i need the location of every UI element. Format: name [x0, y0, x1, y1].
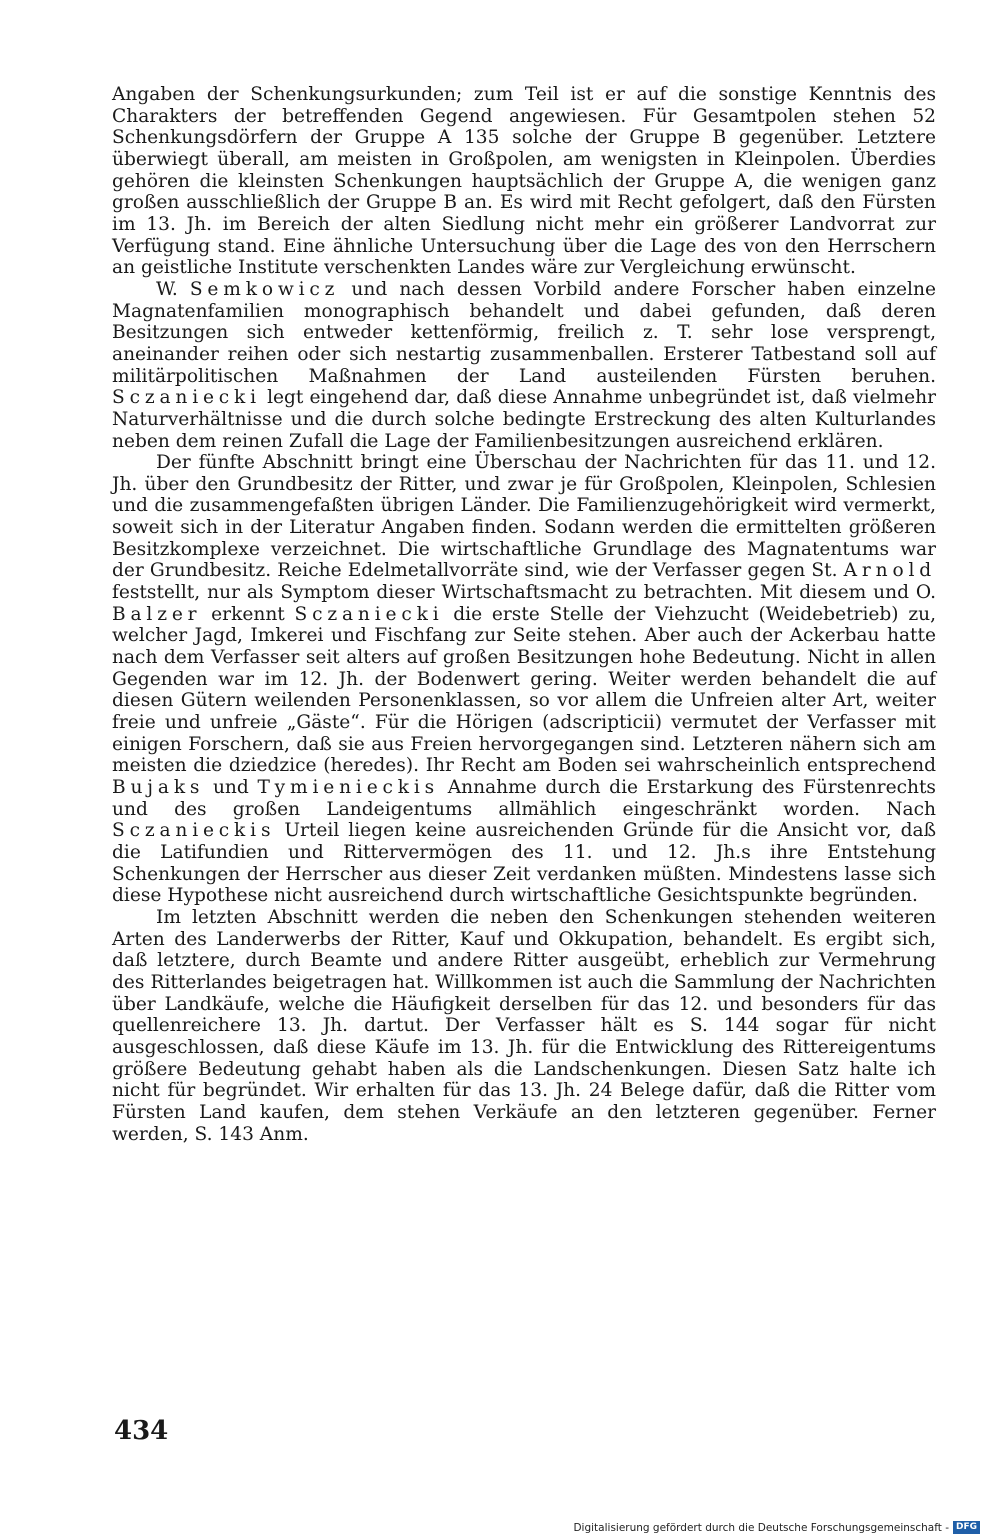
paragraph: [112, 907, 936, 1145]
text-run: und: [204, 777, 258, 798]
text-run: legt eingehend dar, daß diese Annahme unbegründet ist, daß vielmehr Naturverhältnisse und die durch solche bedingte Erstreckung des alten Kulturlandes neben dem reinen Zufall die Lage der Familienbesitzungen ausreichend erklären.: [112, 387, 936, 452]
dfg-logo-icon: DFG: [953, 1521, 980, 1534]
author-name: Sczaniecki: [112, 387, 261, 409]
page-body: [112, 84, 936, 1145]
text-run: Der fünfte Abschnitt bringt eine Überschau der Nachrichten für das 11. und 12. Jh. über den Grundbesitz der Ritter, und zwar je für Großpolen, Kleinpolen, Schlesien und die zusammengefaßten übrigen Länder. Die Familienzugehörigkeit wird vermerkt, soweit sich in der Literatur Angaben finden. Sodann werden die ermittelten größeren Besitzkomplexe verzeichnet. Die wirtschaftliche Grundlage des Magnatentums war der Grundbesitz. Reiche Edelmetallvorräte sind, wie der Verfasser gegen St.: [112, 452, 936, 582]
author-name: Bujaks: [112, 777, 205, 798]
credit-text: Digitalisierung gefördert durch die Deutsche Forschungsgemeinschaft -: [573, 1521, 949, 1534]
author-name: Balzer: [112, 603, 202, 625]
text-run: W.: [156, 278, 190, 300]
author-name: Sczaniecki: [294, 603, 444, 625]
text-run: erkennt: [201, 603, 295, 625]
paragraph: [112, 84, 936, 279]
author-name: Semkowicz: [189, 278, 340, 300]
text-run: Angaben der Schenkungsurkunden; zum Teil ist er auf die sonstige Kenntnis des Charakters der betreffenden Gegend angewiesen. Für Gesamtpolen stehen 52 Schenkungsdörfern der Gruppe A 135 solche der Gruppe B gegenüber. Letztere überwiegt überall, am meisten in Großpolen, am wenigsten in Kleinpolen. Überdies gehören die kleinsten Schenkungen hauptsächlich der Gruppe A, die wenigen ganz großen ausschließlich der Gruppe B an. Es wird mit Recht gefolgert, daß den Fürsten im 13. Jh. im Bereich der alten Siedlung nicht mehr ein größerer Landvorrat zur Verfügung stand. Eine ähnliche Untersuchung über die Lage des von den Herrschern an geistliche Institute verschenkten Landes wäre zur Vergleichung erwünscht.: [112, 84, 936, 279]
text-run: Annahme durch die Erstarkung des Fürstenrechts und des großen Landeigentums allmählich eingeschränkt worden. Nach: [112, 777, 936, 820]
page-number: 434: [114, 1416, 169, 1446]
text-run: die erste Stelle der Viehzucht (Weidebetrieb) zu, welcher Jagd, Imkerei und Fischfang zur Seite stehen. Aber auch der Ackerbau hatte nach dem Verfasser seit alters auf großen Besitzungen hohe Bedeutung. Nicht in allen Gegenden war im 12. Jh. der Bodenwert gering. Weiter werden behandelt die auf diesen Gütern weilenden Personenklassen, so vor allem die Unfreien alter Art, weiter freie und unfreie „Gäste“. Für die Hörigen (adscripticii) vermutet der Verfasser mit einigen Forschern, daß sie aus Freien hervorgegangen sind. Letzteren nähern sich am meisten die dziedzice (heredes). Ihr Recht am Boden sei wahrscheinlich entsprechend: [112, 603, 937, 777]
text-run: Urteil liegen keine ausreichenden Gründe für die Ansicht vor, daß die Latifundien und Rittervermögen des 11. und 12. Jh.s ihre Entstehung Schenkungen der Herrscher aus dieser Zeit verdanken müßten. Mindestens lasse sich diese Hypothese nicht ausreichend durch wirtschaftliche Gesichtspunkte begründen.: [112, 820, 936, 907]
text-run: Im letzten Abschnitt werden die neben den Schenkungen stehenden weiteren Arten des Landerwerbs der Ritter, Kauf und Okkupation, behandelt. Es ergibt sich, daß letztere, durch Beamte und andere Ritter ausgeübt, erheblich zur Vermehrung des Ritterlandes beigetragen hat. Willkommen ist auch die Sammlung der Nachrichten über Landkäufe, welche die Häufigkeit derselben für das 12. und besonders für das quellenreichere 13. Jh. dartut. Der Verfasser hält es S. 144 sogar für nicht ausgeschlossen, daß diese Käufe im 13. Jh. für die Entwicklung des Rittereigentums größere Bedeutung gehabt haben als die Landschenkungen. Diesen Satz halte ich nicht für begründet. Wir erhalten für das 13. Jh. 24 Belege dafür, daß die Ritter vom Fürsten Land kaufen, dem stehen Verkäufe an den letzteren gegenüber. Ferner werden, S. 143 Anm.: [112, 906, 936, 1145]
paragraph: [112, 452, 936, 907]
author-name: Sczanieckis: [112, 820, 276, 842]
author-name: Arnold: [843, 560, 936, 582]
author-name: Tymienieckis: [257, 777, 440, 798]
digitization-credit: [573, 1521, 980, 1534]
paragraph: [112, 279, 936, 452]
text-run: feststellt, nur als Symptom dieser Wirtschaftsmacht zu betrachten. Mit diesem und O.: [112, 582, 936, 604]
text-run: und nach dessen Vorbild andere Forscher haben einzelne Magnatenfamilien monographisch behandelt und dabei gefunden, daß deren Besitzungen sich entweder kettenförmig, freilich z. T. sehr lose versprengt, aneinander reihen oder sich nestartig zusammenballen. Ersterer Tatbestand soll auf militärpolitischen Maßnahmen der Land austeilenden Fürsten beruhen.: [112, 278, 936, 387]
